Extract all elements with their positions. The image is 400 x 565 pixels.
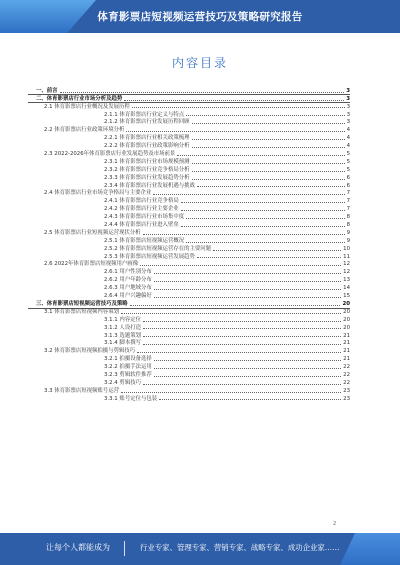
toc-leader-dots: [154, 367, 341, 369]
toc-leader-dots: [192, 122, 345, 124]
toc-entry[interactable]: [28, 283, 350, 291]
toc-leader-dots: [192, 138, 345, 140]
toc-entry[interactable]: [28, 125, 350, 133]
toc-entry-text: 2.6.4 用户兴趣偏好: [104, 293, 152, 300]
page-header: [0, 0, 400, 33]
toc-entry[interactable]: [28, 346, 350, 354]
table-of-contents: [28, 86, 350, 402]
toc-entry-page: 10: [343, 245, 350, 252]
toc-entry-text: 2.4.1 体育影票店行业竞争格局: [104, 198, 179, 205]
toc-leader-dots: [177, 154, 344, 156]
toc-entry-page: 11: [343, 253, 350, 260]
toc-entry[interactable]: [28, 173, 350, 181]
toc-entry-page: 21: [343, 356, 350, 363]
toc-entry-text: 2.5 体育影票店行业短视频运营现状分析: [44, 229, 141, 236]
toc-entry-page: 8: [346, 222, 350, 229]
toc-leader-dots: [197, 185, 345, 187]
toc-entry-text: 2.2 体育影票店行业政策环境分析: [44, 127, 125, 134]
toc-entry[interactable]: [28, 323, 350, 331]
toc-entry[interactable]: [28, 354, 350, 362]
toc-leader-dots: [143, 335, 341, 337]
toc-entry-text: 3.1.3 选题策划: [104, 332, 141, 339]
toc-entry-page: 15: [343, 293, 350, 300]
toc-entry-page: 3: [346, 95, 350, 102]
toc-heading: 内容目录: [171, 56, 228, 70]
toc-entry-text: 2.1.1 体育影票店行业定义与特点: [104, 111, 185, 118]
toc-entry-text: 3.1.2 人设打造: [104, 324, 141, 331]
toc-entry[interactable]: [28, 315, 350, 323]
toc-leader-dots: [192, 162, 345, 164]
toc-entry-page: 9: [346, 229, 350, 236]
toc-entry[interactable]: [28, 362, 350, 370]
footer-slogan: 让每个人都能成为: [46, 543, 110, 552]
page-footer: [0, 533, 400, 565]
toc-entry[interactable]: [28, 339, 350, 347]
toc-entry-page: 22: [343, 364, 350, 371]
toc-entry[interactable]: [28, 244, 350, 252]
toc-entry[interactable]: [28, 141, 350, 149]
toc-entry-text: 一、前言: [36, 87, 58, 94]
toc-leader-dots: [140, 264, 341, 266]
toc-entry[interactable]: [28, 157, 350, 165]
toc-leader-dots: [192, 146, 345, 148]
toc-entry-text: 2.2.1 体育影票店行业相关政策梳理: [104, 135, 190, 142]
toc-entry[interactable]: [28, 236, 350, 244]
toc-leader-dots: [124, 99, 344, 101]
toc-entry-page: 7: [346, 190, 350, 197]
toc-entry-text: 2.5.3 体育影票店短视频运营发展趋势: [104, 253, 195, 260]
toc-leader-dots: [143, 383, 341, 385]
toc-entry-text: 3.2.2 拍摄手法运用: [104, 364, 152, 371]
toc-entry-text: 2.5.2 体育影票店短视频运营存在的主要问题: [104, 245, 212, 252]
toc-entry[interactable]: [28, 149, 350, 157]
toc-entry-text: 2.6.3 用户地域分布: [104, 285, 152, 292]
toc-entry[interactable]: [28, 110, 350, 118]
toc-entry-page: 21: [343, 340, 350, 347]
toc-entry[interactable]: [28, 378, 350, 386]
toc-leader-dots: [130, 304, 341, 306]
footer-tagline: 行业专家、管理专家、营销专家、战略专家、成功企业家……: [140, 543, 340, 552]
toc-entry[interactable]: [28, 307, 350, 315]
toc-entry-page: 22: [343, 371, 350, 378]
toc-entry-page: 3: [346, 119, 350, 126]
toc-entry-text: 2.3.4 体育影票店行业发展机遇与挑战: [104, 182, 195, 189]
toc-leader-dots: [143, 327, 341, 329]
toc-leader-dots: [186, 217, 344, 219]
toc-entry-page: 9: [346, 237, 350, 244]
toc-leader-dots: [121, 391, 341, 393]
toc-entry-page: 4: [346, 143, 350, 150]
toc-leader-dots: [143, 343, 341, 345]
toc-entry[interactable]: [28, 228, 350, 236]
toc-leader-dots: [181, 209, 345, 211]
toc-leader-dots: [181, 225, 345, 227]
toc-entry[interactable]: [28, 86, 350, 94]
toc-entry-text: 2.6.2 用户年龄分布: [104, 277, 152, 284]
toc-entry-text: 二、体育影票店行业市场分析及趋势: [36, 95, 123, 102]
toc-entry-page: 20: [343, 324, 350, 331]
toc-entry[interactable]: [28, 94, 350, 102]
toc-leader-dots: [154, 272, 341, 274]
toc-entry-text: 3.1.1 内容定位: [104, 316, 141, 323]
toc-entry-page: 21: [343, 348, 350, 355]
toc-entry-page: 14: [343, 285, 350, 292]
toc-entry[interactable]: [28, 386, 350, 394]
toc-leader-dots: [153, 193, 344, 195]
toc-entry-text: 3.2.3 剪辑软件推荐: [104, 371, 152, 378]
toc-entry-text: 2.4 体育影票店行业市场竞争格局与主要企业: [44, 190, 152, 197]
toc-entry-page: 12: [343, 269, 350, 276]
toc-leader-dots: [192, 170, 345, 172]
footer-divider: [124, 541, 125, 556]
toc-entry-text: 2.4.4 体育影票店行业进入壁垒: [104, 222, 179, 229]
toc-entry[interactable]: [28, 252, 350, 260]
toc-entry-page: 6: [346, 182, 350, 189]
toc-leader-dots: [159, 398, 341, 400]
toc-entry[interactable]: [28, 331, 350, 339]
toc-entry-text: 2.3.2 体育影票店行业竞争格局分析: [104, 166, 190, 173]
toc-entry-text: 三、体育影票店短视频运营技巧及策略: [36, 300, 128, 307]
toc-entry-page: 7: [346, 206, 350, 213]
toc-leader-dots: [143, 233, 345, 235]
toc-entry-page: 3: [346, 87, 350, 94]
toc-leader-dots: [181, 201, 345, 203]
toc-entry[interactable]: [28, 299, 350, 307]
toc-leader-dots: [197, 256, 341, 258]
toc-entry-text: 3.3 体育影票店短视频账号运营: [44, 387, 119, 394]
toc-entry[interactable]: [28, 189, 350, 197]
toc-leader-dots: [186, 114, 344, 116]
toc-entry-page: 8: [346, 214, 350, 221]
toc-entry-text: 2.1.2 体育影票店行业发展历程回顾: [104, 119, 190, 126]
toc-entry[interactable]: [28, 212, 350, 220]
toc-entry-text: 2.3 2022-2026年体育影票店行业发展趋势及市场前景: [44, 151, 176, 158]
toc-leader-dots: [143, 320, 341, 322]
header-decoration: [0, 0, 96, 33]
toc-entry-page: 20: [343, 308, 350, 315]
footer-decoration: [340, 533, 400, 565]
toc-entry[interactable]: [28, 102, 350, 110]
page-number: 2: [333, 521, 337, 527]
toc-leader-dots: [121, 312, 341, 314]
toc-leader-dots: [154, 359, 341, 361]
toc-leader-dots: [186, 241, 344, 243]
toc-entry-page: 7: [346, 198, 350, 205]
toc-leader-dots: [126, 130, 344, 132]
toc-entry-text: 2.3.1 体育影票店行业市场规模预测: [104, 158, 190, 165]
toc-entry-page: 23: [343, 387, 350, 394]
toc-entry[interactable]: [28, 220, 350, 228]
toc-entry[interactable]: [28, 291, 350, 299]
toc-entry-page: 22: [343, 379, 350, 386]
toc-leader-dots: [192, 178, 345, 180]
toc-entry-page: 4: [346, 135, 350, 142]
toc-entry-text: 2.4.3 体育影票店行业市场集中度: [104, 214, 185, 221]
toc-entry-text: 3.3.1 账号定位与包装: [104, 395, 158, 402]
toc-entry-text: 3.2.4 剪辑技巧: [104, 379, 141, 386]
toc-entry-text: 3.1.4 脚本撰写: [104, 340, 141, 347]
toc-entry-text: 2.6 2022年体育影票店短视频用户画像: [44, 261, 139, 268]
toc-entry-page: 3: [346, 111, 350, 118]
toc-entry[interactable]: [28, 260, 350, 268]
toc-entry-page: 23: [343, 395, 350, 402]
toc-entry[interactable]: [28, 267, 350, 275]
toc-entry-text: 2.1 体育影票店行业概况及发展历程: [44, 103, 130, 110]
toc-entry-text: 2.6.1 用户性别分布: [104, 269, 152, 276]
toc-leader-dots: [213, 249, 341, 251]
toc-leader-dots: [154, 288, 341, 290]
toc-entry-page: 12: [343, 261, 350, 268]
toc-entry[interactable]: [28, 394, 350, 402]
toc-entry[interactable]: [28, 165, 350, 173]
report-title: 体育影票店短视频运营技巧及策略研究报告: [97, 11, 303, 23]
toc-entry[interactable]: [28, 204, 350, 212]
toc-entry-text: 2.2.2 体育影票店行业政策影响分析: [104, 143, 190, 150]
toc-leader-dots: [154, 280, 341, 282]
toc-entry[interactable]: [28, 118, 350, 126]
toc-entry-page: 6: [346, 174, 350, 181]
toc-leader-dots: [60, 91, 345, 93]
toc-entry-text: 2.5.1 体育影票店短视频运营概况: [104, 237, 185, 244]
toc-entry-page: 13: [343, 277, 350, 284]
toc-entry-text: 2.4.2 体育影票店行业主要企业: [104, 206, 179, 213]
toc-entry[interactable]: [28, 370, 350, 378]
toc-entry-text: 2.3.3 体育影票店行业发展趋势分析: [104, 174, 190, 181]
toc-entry-text: 3.2.1 拍摄设备选择: [104, 356, 152, 363]
toc-leader-dots: [137, 351, 341, 353]
toc-entry-page: 5: [346, 158, 350, 165]
toc-leader-dots: [154, 375, 341, 377]
toc-entry-page: 20: [342, 300, 350, 307]
toc-entry-text: 3.1 体育影票店短视频内容策划: [44, 308, 119, 315]
toc-entry-page: 4: [346, 127, 350, 134]
toc-entry-page: 5: [346, 166, 350, 173]
toc-leader-dots: [132, 106, 345, 108]
toc-entry-page: 3: [346, 103, 350, 110]
toc-entry[interactable]: [28, 181, 350, 189]
toc-entry-page: 21: [343, 332, 350, 339]
toc-entry[interactable]: [28, 133, 350, 141]
toc-entry[interactable]: [28, 275, 350, 283]
toc-entry-text: 3.2 体育影票店短视频拍摄与剪辑技巧: [44, 348, 136, 355]
toc-entry-page: 5: [346, 151, 350, 158]
toc-leader-dots: [154, 296, 341, 298]
toc-entry[interactable]: [28, 196, 350, 204]
toc-entry-page: 20: [343, 316, 350, 323]
